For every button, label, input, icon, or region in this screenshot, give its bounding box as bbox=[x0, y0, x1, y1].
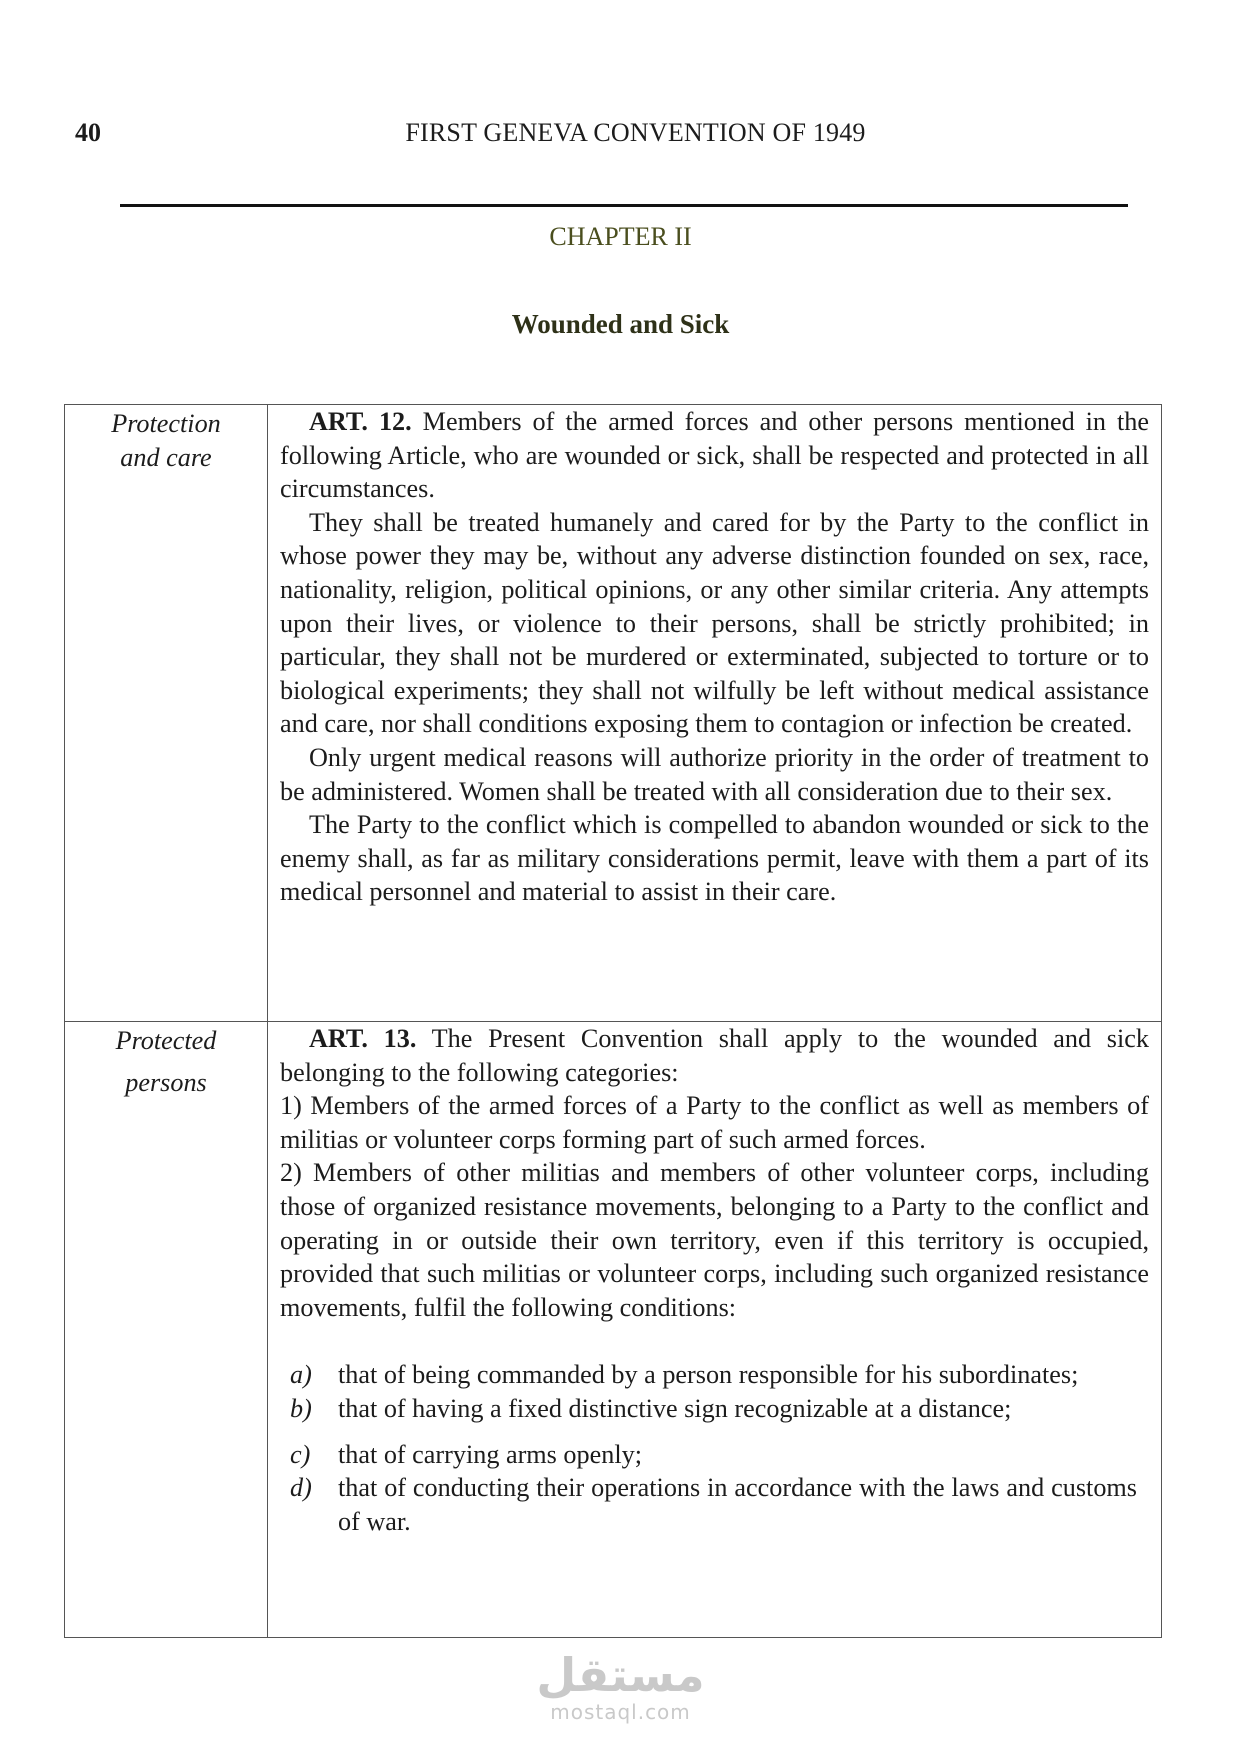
margin-note-article-12 bbox=[65, 405, 268, 1022]
article-number: ART. 12. bbox=[309, 407, 412, 436]
article-12-paragraph-3: Only urgent medical reasons will authorize priority in the order of treatment to be administered. Women shall be treated with all consideration due to their sex. bbox=[280, 742, 1149, 806]
article-row-12 bbox=[65, 405, 1162, 1022]
condition-label: a) bbox=[290, 1360, 312, 1390]
margin-note-line: Protection bbox=[111, 409, 221, 438]
article-13-body bbox=[268, 1022, 1162, 1638]
condition-item bbox=[280, 1392, 1149, 1426]
category-2: 2) Members of other militias and members of other volunteer corps, including those of organized resistance movements, belonging to a Party to the conflict and operating in or outside their own territory, even if this territory is occupied, provided that such militias or volunteer corps, including such organized resistance movements, fulfil the following conditions: bbox=[280, 1158, 1149, 1322]
conditions-list bbox=[280, 1358, 1149, 1538]
chapter-title: Wounded and Sick bbox=[511, 309, 730, 339]
condition-text: that of being commanded by a person responsible for his subordinates; bbox=[338, 1360, 1079, 1390]
margin-note-article-13 bbox=[65, 1022, 268, 1638]
condition-label: c) bbox=[290, 1439, 311, 1469]
condition-label: b) bbox=[290, 1393, 312, 1423]
paragraph-text: Members of the armed forces and other persons mentioned in the following Article, who are wounded or sick, shall be respected and protected in all circumstances. bbox=[280, 407, 1149, 504]
condition-text: that of conducting their operations in accordance with the laws and customs of war. bbox=[338, 1473, 1137, 1536]
watermark-logo: مستقل bbox=[536, 1648, 705, 1702]
articles-table bbox=[64, 404, 1162, 1638]
watermark bbox=[0, 1650, 1241, 1724]
margin-note-line: Protected bbox=[115, 1026, 217, 1055]
spacer bbox=[280, 1324, 1149, 1358]
article-12-paragraph-2: They shall be treated humanely and cared for by the Party to the conflict in whose power they may be, without any adverse distinction founded on sex, race, nationality, religion, political opinions, or any other similar criteria. Any attempts upon their lives, or violence to their persons, shall be strictly prohibited; in particular, they shall not be murdered or exterminated, subjected to torture or to biological experiments; they shall not wilfully be left without medical assistance and care, nor shall conditions exposing them to contagion or infection be created. bbox=[280, 507, 1149, 739]
condition-label: d) bbox=[290, 1473, 312, 1503]
spacer bbox=[280, 1426, 1149, 1438]
article-12-body bbox=[268, 405, 1162, 1022]
watermark-url: mostaql.com bbox=[550, 1700, 691, 1724]
article-12-paragraph-1 bbox=[280, 405, 1149, 506]
running-title: FIRST GENEVA CONVENTION OF 1949 bbox=[405, 118, 866, 147]
article-number: ART. 13. bbox=[309, 1024, 417, 1053]
category-1: 1) Members of the armed forces of a Party to the conflict as well as members of militias or volunteer corps forming part of such armed forces. bbox=[280, 1091, 1149, 1154]
condition-item bbox=[280, 1358, 1149, 1392]
header-rule bbox=[120, 204, 1128, 207]
page-number: 40 bbox=[75, 118, 101, 147]
margin-note-line: and care bbox=[120, 442, 212, 472]
condition-text: that of having a fixed distinctive sign recognizable at a distance; bbox=[338, 1393, 1012, 1423]
margin-note-line: persons bbox=[125, 1067, 207, 1097]
article-row-13 bbox=[65, 1022, 1162, 1638]
chapter-label: CHAPTER II bbox=[549, 222, 692, 251]
condition-text: that of carrying arms openly; bbox=[338, 1439, 642, 1469]
condition-item bbox=[280, 1471, 1149, 1538]
article-13-intro bbox=[280, 1022, 1149, 1089]
condition-item bbox=[280, 1438, 1149, 1472]
article-12-paragraph-4: The Party to the conflict which is compelled to abandon wounded or sick to the enemy shall, as far as military considerations permit, leave with them a part of its medical personnel and material to assist in their care. bbox=[280, 810, 1149, 907]
paragraph-text: The Present Convention shall apply to the wounded and sick belonging to the following categories: bbox=[280, 1024, 1149, 1087]
